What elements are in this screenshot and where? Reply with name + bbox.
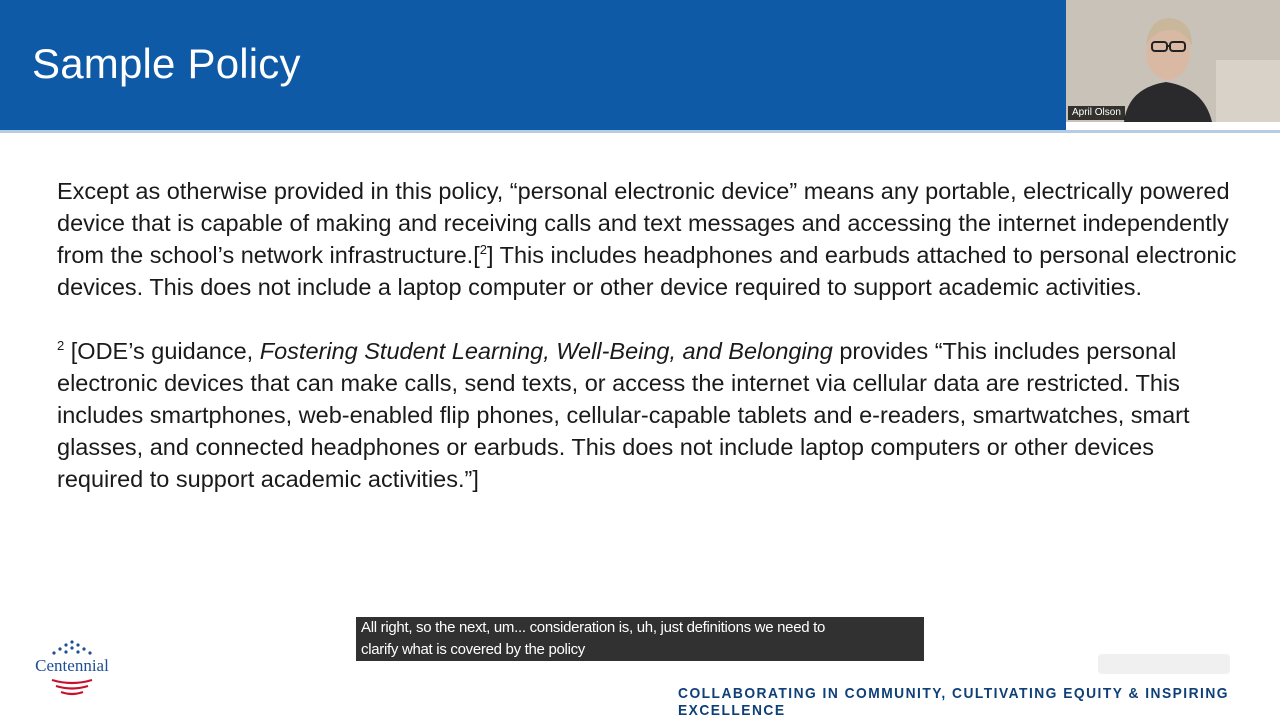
footnote-lead: [ODE’s guidance, <box>64 338 260 364</box>
slide-header <box>0 0 1066 130</box>
definition-text-part1: Except as otherwise provided in this policy, “personal electronic device” means any portable, electrically powered device that is capable of making and receiving calls and text messages and accessing the internet independently from the school’s network infrastructure.[ <box>57 178 1230 268</box>
centennial-logo <box>26 638 118 700</box>
watermark-logo-icon <box>1098 652 1230 676</box>
guidance-title: Fostering Student Learning, Well-Being, and Belonging <box>259 338 833 364</box>
participant-video-feed <box>1066 0 1280 122</box>
live-caption <box>356 617 924 661</box>
logo-wordmark: Centennial <box>35 656 109 675</box>
caption-line-1: All right, so the next, um... consideration is, uh, just definitions we need to <box>361 619 826 636</box>
footnote-marker: 2 <box>57 338 65 354</box>
participant-name-label: April Olson <box>1068 106 1125 120</box>
footnote-paragraph <box>57 335 1237 495</box>
participant-video-tile[interactable] <box>1066 0 1280 122</box>
policy-definition-paragraph <box>57 175 1237 303</box>
district-tagline: COLLABORATING IN COMMUNITY, CULTIVATING EQUITY & INSPIRING EXCELLENCE <box>678 685 1229 719</box>
caption-line-2: clarify what is covered by the policy <box>361 641 586 658</box>
header-divider <box>0 130 1280 133</box>
footnote-quote: provides “This includes personal electronic devices that can make calls, send texts, or access the internet via cellular data are restricted. This includes smartphones, web-enabled flip phones, cellular-capable tablets and e-readers, smartwatches, smart glasses, and connected headphones or earbuds. This does not include laptop computers or other devices required to support academic activities.”] <box>57 338 1190 492</box>
slide-body <box>57 175 1237 527</box>
slide-title: Sample Policy <box>32 40 301 87</box>
definition-text-part2: ] This includes headphones and earbuds attached to personal electronic devices. This does not include a laptop computer or other device required to support academic activities. <box>57 242 1237 300</box>
footnote-reference: 2 <box>479 242 487 258</box>
